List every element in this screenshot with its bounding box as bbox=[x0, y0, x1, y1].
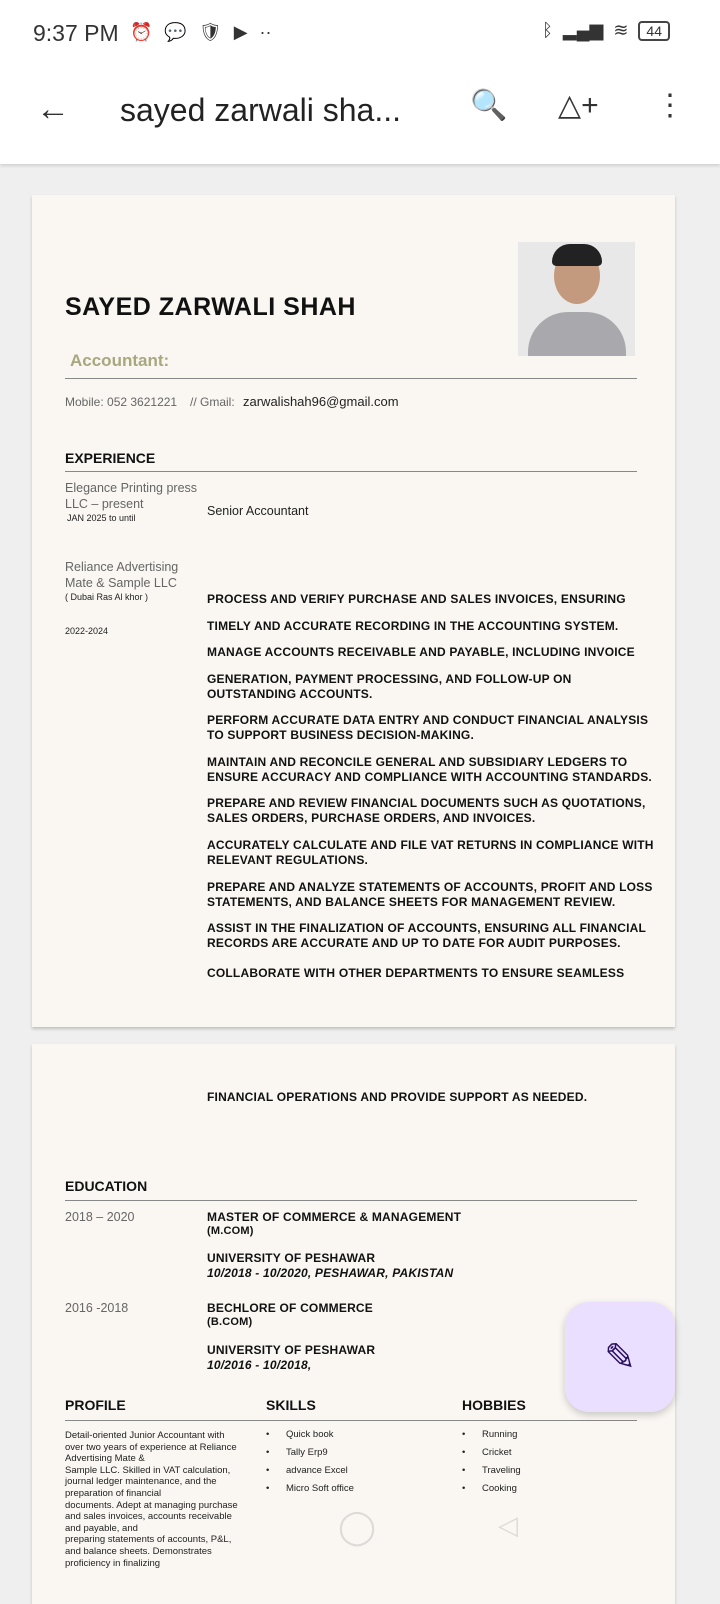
duty-line: ASSIST IN THE FINALIZATION OF ACCOUNTS, ENSURING ALL FINANCIAL bbox=[207, 921, 647, 935]
more-options-icon[interactable]: ⋮ bbox=[655, 89, 685, 122]
profile-heading: PROFILE bbox=[65, 1397, 126, 1413]
education-university: UNIVERSITY OF PESHAWAR bbox=[207, 1251, 376, 1265]
profile-line: over two years of experience at Reliance bbox=[65, 1441, 237, 1453]
education-details: 10/2018 - 10/2020, PESHAWAR, PAKISTAN bbox=[207, 1266, 454, 1280]
document-page-1 bbox=[32, 195, 675, 1027]
bullet-icon: • bbox=[462, 1465, 466, 1476]
resume-name: SAYED ZARWALI SHAH bbox=[65, 293, 356, 321]
duty-line: OUTSTANDING ACCOUNTS. bbox=[207, 687, 373, 701]
clock: 9:37 PM bbox=[33, 20, 119, 46]
duty-line: PREPARE AND REVIEW FINANCIAL DOCUMENTS SUCH AS QUOTATIONS, bbox=[207, 796, 646, 810]
contact-email[interactable]: zarwalishah96@gmail.com bbox=[243, 394, 399, 409]
status-bar bbox=[0, 0, 720, 68]
duty-line: MAINTAIN AND RECONCILE GENERAL AND SUBSIDIARY LEDGERS TO bbox=[207, 755, 628, 769]
shield-icon: 🛡 bbox=[198, 22, 222, 42]
duty-line: TO SUPPORT BUSINESS DECISION-MAKING. bbox=[207, 728, 475, 742]
duty-line: MANAGE ACCOUNTS RECEIVABLE AND PAYABLE, INCLUDING INVOICE bbox=[207, 645, 635, 659]
duty-line: GENERATION, PAYMENT PROCESSING, AND FOLLOW-UP ON bbox=[207, 672, 572, 686]
profile-line: journal ledger maintenance, and the bbox=[65, 1476, 217, 1488]
bullet-icon: • bbox=[266, 1465, 270, 1476]
bullet-icon: • bbox=[462, 1483, 466, 1494]
skill-item: Quick book bbox=[286, 1429, 334, 1440]
back-button[interactable]: ← bbox=[36, 90, 70, 128]
job1-title: Senior Accountant bbox=[207, 504, 309, 518]
profile-line: and payable, and bbox=[65, 1522, 138, 1534]
profile-line: and balance sheets. Demonstrates bbox=[65, 1546, 212, 1557]
bullet-icon: • bbox=[462, 1447, 466, 1458]
experience-heading: EXPERIENCE bbox=[65, 450, 156, 466]
wifi-icon: ≋ bbox=[613, 20, 629, 40]
profile-line: Detail-oriented Junior Accountant with bbox=[65, 1430, 225, 1441]
profile-line: and sales invoices, accounts receivable bbox=[65, 1511, 232, 1523]
education-degree: MASTER OF COMMERCE & MANAGEMENT bbox=[207, 1210, 462, 1224]
skill-item: Micro Soft office bbox=[286, 1483, 354, 1494]
job2-company: Reliance Advertising bbox=[65, 560, 179, 574]
job1-company-2: LLC – present bbox=[65, 497, 144, 511]
contact-gmail-label: // Gmail: bbox=[190, 395, 235, 409]
duty-line: PREPARE AND ANALYZE STATEMENTS OF ACCOUNTS, PROFIT AND LOSS bbox=[207, 880, 653, 894]
education-heading: EDUCATION bbox=[65, 1178, 148, 1194]
bullet-icon: • bbox=[266, 1447, 270, 1458]
job1-company: Elegance Printing press bbox=[65, 481, 198, 495]
hobbie-item: Running bbox=[482, 1429, 518, 1440]
signal-icon: ▂▄▆ bbox=[562, 20, 604, 40]
education-years: 2016 -2018 bbox=[65, 1301, 129, 1315]
duty-line: SALES ORDERS, PURCHASE ORDERS, AND INVOICES. bbox=[207, 811, 536, 825]
hobbie-item: Traveling bbox=[482, 1465, 521, 1476]
hobbie-item: Cooking bbox=[482, 1483, 517, 1494]
education-abbr: (B.COM) bbox=[207, 1316, 253, 1328]
profile-line: Sample LLC. Skilled in VAT calculation, bbox=[65, 1464, 231, 1476]
profile-line: preparing statements of accounts, P&L, bbox=[65, 1534, 232, 1546]
duty-line: RELEVANT REGULATIONS. bbox=[207, 853, 369, 867]
profile-line: documents. Adept at managing purchase bbox=[65, 1499, 238, 1511]
education-details: 10/2016 - 10/2018, bbox=[207, 1358, 312, 1372]
alarm-icon: ⏰ bbox=[130, 22, 153, 42]
hobbie-item: Cricket bbox=[482, 1447, 512, 1458]
duty-line: STATEMENTS, AND BALANCE SHEETS FOR MANAGEMENT REVIEW. bbox=[207, 895, 616, 909]
edit-fab-button[interactable] bbox=[565, 1302, 675, 1412]
job2-location: ( Dubai Ras Al khor ) bbox=[65, 592, 149, 602]
duty-continued: FINANCIAL OPERATIONS AND PROVIDE SUPPORT AS NEEDED. bbox=[207, 1090, 588, 1104]
duty-line: ENSURE ACCURACY AND COMPLIANCE WITH ACCOUNTING STANDARDS. bbox=[207, 770, 652, 784]
duty-line: PROCESS AND VERIFY PURCHASE AND SALES INVOICES, ENSURING bbox=[207, 592, 626, 606]
pen-icon: ✎ bbox=[604, 1336, 636, 1379]
job2-company-2: Mate & Sample LLC bbox=[65, 576, 177, 590]
contact-mobile: Mobile: 052 3621221 bbox=[65, 395, 178, 409]
back-nav-icon[interactable]: ◁ bbox=[498, 1510, 518, 1540]
duty-line: ACCURATELY CALCULATE AND FILE VAT RETURNS IN COMPLIANCE WITH bbox=[207, 838, 654, 852]
education-years: 2018 – 2020 bbox=[65, 1210, 135, 1224]
battery-icon: 44 bbox=[638, 21, 670, 41]
duty-line: COLLABORATE WITH OTHER DEPARTMENTS TO ENSURE SEAMLESS bbox=[207, 966, 625, 980]
duty-line: PERFORM ACCURATE DATA ENTRY AND CONDUCT FINANCIAL ANALYSIS bbox=[207, 713, 649, 727]
chat-icon: 💬 bbox=[164, 22, 187, 42]
profile-line: preparation of financial bbox=[65, 1488, 162, 1499]
role-title: Accountant: bbox=[70, 351, 170, 370]
app-bar bbox=[0, 68, 720, 164]
more-notifications-icon: ·· bbox=[259, 22, 272, 42]
search-document-icon[interactable]: 🔍 bbox=[470, 89, 508, 122]
job2-dates: 2022-2024 bbox=[65, 626, 109, 636]
home-nav-icon[interactable]: ◯ bbox=[338, 1508, 377, 1546]
duty-line: RECORDS ARE ACCURATE AND UP TO DATE FOR AUDIT PURPOSES. bbox=[207, 936, 621, 950]
profile-line: proficiency in finalizing bbox=[65, 1557, 161, 1569]
bullet-icon: • bbox=[266, 1483, 270, 1494]
add-to-drive-icon[interactable]: △+ bbox=[558, 89, 599, 122]
job1-dates: JAN 2025 to until bbox=[67, 513, 136, 523]
education-degree: BECHLORE OF COMMERCE bbox=[207, 1301, 373, 1315]
skills-heading: SKILLS bbox=[266, 1397, 316, 1413]
duty-line: TIMELY AND ACCURATE RECORDING IN THE ACCOUNTING SYSTEM. bbox=[207, 619, 619, 633]
bullet-icon: • bbox=[266, 1429, 270, 1440]
profile-line: Advertising Mate & bbox=[65, 1453, 145, 1465]
document-title: sayed zarwali sha... bbox=[120, 92, 402, 128]
youtube-icon: ▶ bbox=[233, 22, 248, 42]
bluetooth-icon: ᛒ bbox=[542, 20, 553, 40]
hobbies-heading: HOBBIES bbox=[462, 1397, 526, 1413]
skill-item: advance Excel bbox=[286, 1465, 348, 1476]
education-university: UNIVERSITY OF PESHAWAR bbox=[207, 1343, 376, 1357]
education-abbr: (M.COM) bbox=[207, 1225, 254, 1237]
bullet-icon: • bbox=[462, 1429, 466, 1440]
skill-item: Tally Erp9 bbox=[286, 1447, 328, 1458]
profile-photo bbox=[518, 242, 635, 356]
